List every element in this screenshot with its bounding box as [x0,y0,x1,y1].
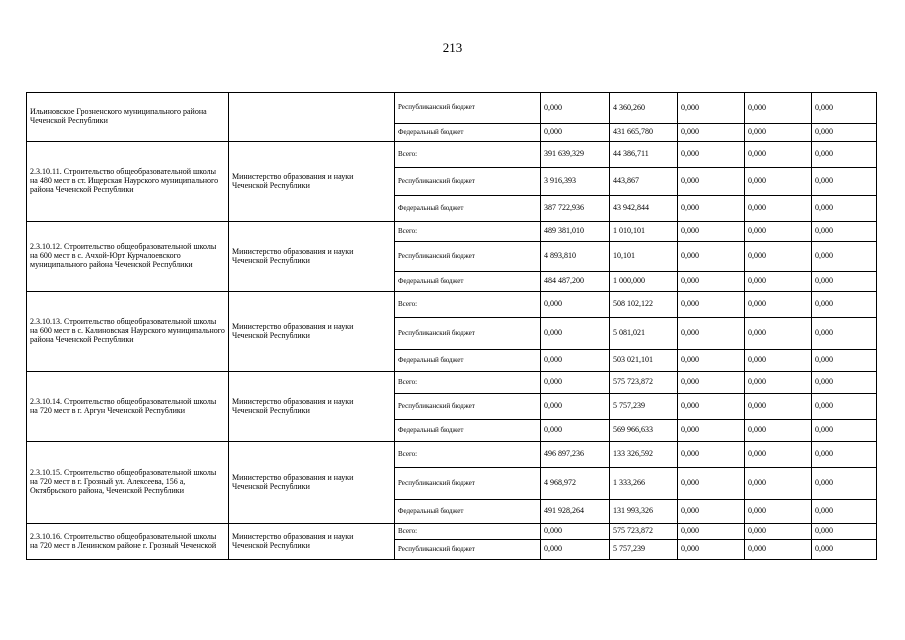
funding-source-cell: Республиканский бюджет [395,468,541,500]
funding-source-cell: Всего: [395,524,541,540]
funding-source-cell: Всего: [395,442,541,468]
amount-cell: 0,000 [678,242,745,272]
amount-cell: 0,000 [745,468,812,500]
amount-cell: 0,000 [678,468,745,500]
amount-cell: 491 928,264 [541,500,610,524]
amount-cell: 0,000 [745,124,812,142]
amount-cell: 5 757,239 [610,394,678,420]
amount-cell: 0,000 [812,524,877,540]
amount-cell: 575 723,872 [610,524,678,540]
amount-cell: 0,000 [745,540,812,560]
amount-cell: 0,000 [812,350,877,372]
amount-cell: 0,000 [745,372,812,394]
funding-source-cell: Федеральный бюджет [395,124,541,142]
page-number: 213 [442,40,463,55]
amount-cell: 0,000 [812,93,877,124]
amount-cell: 0,000 [678,500,745,524]
amount-cell: 0,000 [678,372,745,394]
funding-source-cell: Федеральный бюджет [395,272,541,292]
amount-cell: 10,101 [610,242,678,272]
amount-cell: 0,000 [541,350,610,372]
amount-cell: 0,000 [678,142,745,168]
amount-cell: 0,000 [541,124,610,142]
amount-cell: 5 081,021 [610,318,678,350]
amount-cell: 0,000 [745,442,812,468]
amount-cell: 431 665,780 [610,124,678,142]
amount-cell: 0,000 [541,540,610,560]
amount-cell: 4 360,260 [610,93,678,124]
responsible-org-cell: Министерство образования и науки Чеченской Республики [229,372,395,442]
responsible-org-cell: Министерство образования и науки Чеченской Республики [229,524,395,560]
project-name-cell: 2.3.10.16. Строительство общеобразовательной школы на 720 мест в Ленинском районе г. Грозный Чеченской [27,524,229,560]
amount-cell: 0,000 [812,124,877,142]
amount-cell: 0,000 [812,540,877,560]
amount-cell: 0,000 [678,394,745,420]
amount-cell: 0,000 [541,524,610,540]
funding-source-cell: Республиканский бюджет [395,540,541,560]
amount-cell: 387 722,936 [541,196,610,222]
amount-cell: 0,000 [745,350,812,372]
amount-cell: 0,000 [541,420,610,442]
funding-source-cell: Республиканский бюджет [395,93,541,124]
funding-source-cell: Республиканский бюджет [395,394,541,420]
amount-cell: 0,000 [678,420,745,442]
amount-cell: 484 487,200 [541,272,610,292]
amount-cell: 489 381,010 [541,222,610,242]
responsible-org-cell: Министерство образования и науки Чеченской Республики [229,442,395,524]
funding-source-cell: Всего: [395,292,541,318]
amount-cell: 131 993,326 [610,500,678,524]
funding-source-cell: Республиканский бюджет [395,318,541,350]
amount-cell: 0,000 [745,242,812,272]
amount-cell: 1 000,000 [610,272,678,292]
amount-cell: 0,000 [678,272,745,292]
amount-cell: 0,000 [812,272,877,292]
amount-cell: 0,000 [678,93,745,124]
amount-cell: 0,000 [678,442,745,468]
amount-cell: 0,000 [745,394,812,420]
responsible-org-cell: Министерство образования и науки Чеченской Республики [229,292,395,372]
amount-cell: 44 386,711 [610,142,678,168]
amount-cell: 0,000 [745,524,812,540]
amount-cell: 0,000 [745,196,812,222]
amount-cell: 5 757,239 [610,540,678,560]
amount-cell: 0,000 [678,168,745,196]
amount-cell: 0,000 [812,372,877,394]
funding-source-cell: Федеральный бюджет [395,500,541,524]
amount-cell: 0,000 [745,420,812,442]
amount-cell: 0,000 [678,540,745,560]
amount-cell: 0,000 [812,142,877,168]
project-name-cell: 2.3.10.14. Строительство общеобразовательной школы на 720 мест в г. Аргун Чеченской Республики [27,372,229,442]
amount-cell: 0,000 [678,350,745,372]
amount-cell: 0,000 [678,318,745,350]
amount-cell: 4 968,972 [541,468,610,500]
amount-cell: 503 021,101 [610,350,678,372]
amount-cell: 0,000 [812,420,877,442]
amount-cell: 0,000 [812,292,877,318]
table-row [27,524,877,540]
amount-cell: 0,000 [541,318,610,350]
amount-cell: 0,000 [812,442,877,468]
funding-source-cell: Республиканский бюджет [395,168,541,196]
amount-cell: 0,000 [541,93,610,124]
funding-source-cell: Федеральный бюджет [395,350,541,372]
amount-cell: 575 723,872 [610,372,678,394]
amount-cell: 508 102,122 [610,292,678,318]
funding-source-cell: Всего: [395,372,541,394]
table-row [27,93,877,124]
project-name-cell: Ильиновское Грозненского муниципального района Чеченской Республики [27,93,229,142]
budget-table [26,92,877,560]
table-row [27,222,877,242]
amount-cell: 443,867 [610,168,678,196]
amount-cell: 1 333,266 [610,468,678,500]
table-row [27,372,877,394]
amount-cell: 0,000 [745,222,812,242]
amount-cell: 0,000 [678,196,745,222]
amount-cell: 0,000 [812,222,877,242]
amount-cell: 569 966,633 [610,420,678,442]
table-row [27,142,877,168]
table-row [27,442,877,468]
amount-cell: 496 897,236 [541,442,610,468]
amount-cell: 0,000 [678,222,745,242]
amount-cell: 0,000 [812,468,877,500]
amount-cell: 0,000 [812,500,877,524]
funding-source-cell: Всего: [395,222,541,242]
funding-source-cell: Федеральный бюджет [395,420,541,442]
amount-cell: 1 010,101 [610,222,678,242]
amount-cell: 0,000 [745,168,812,196]
amount-cell: 0,000 [678,524,745,540]
amount-cell: 3 916,393 [541,168,610,196]
amount-cell: 0,000 [745,500,812,524]
amount-cell: 0,000 [812,242,877,272]
project-name-cell: 2.3.10.12. Строительство общеобразовательной школы на 600 мест в с. Ачхой-Юрт Курчалоевского муниципального района Чеченской Республики [27,222,229,292]
amount-cell: 0,000 [541,292,610,318]
amount-cell: 0,000 [678,124,745,142]
amount-cell: 0,000 [745,272,812,292]
amount-cell: 0,000 [541,394,610,420]
project-name-cell: 2.3.10.15. Строительство общеобразовательной школы на 720 мест в г. Грозный ул. Алексеева, 156 а, Октябрьского района, Чеченской Республики [27,442,229,524]
funding-source-cell: Всего: [395,142,541,168]
amount-cell: 43 942,844 [610,196,678,222]
amount-cell: 0,000 [745,318,812,350]
project-name-cell: 2.3.10.11. Строительство общеобразовательной школы на 480 мест в ст. Ищерская Наурского муниципального района Чеченской Республики [27,142,229,222]
amount-cell: 0,000 [745,292,812,318]
funding-source-cell: Федеральный бюджет [395,196,541,222]
project-name-cell: 2.3.10.13. Строительство общеобразовательной школы на 600 мест в с. Калиновская Наурского муниципального района Чеченской Республики [27,292,229,372]
amount-cell: 0,000 [812,196,877,222]
amount-cell: 133 326,592 [610,442,678,468]
table-row [27,292,877,318]
amount-cell: 0,000 [812,168,877,196]
responsible-org-cell: Министерство образования и науки Чеченской Республики [229,222,395,292]
amount-cell: 4 893,810 [541,242,610,272]
responsible-org-cell [229,93,395,142]
funding-source-cell: Республиканский бюджет [395,242,541,272]
amount-cell: 391 639,329 [541,142,610,168]
amount-cell: 0,000 [745,142,812,168]
amount-cell: 0,000 [745,93,812,124]
amount-cell: 0,000 [541,372,610,394]
amount-cell: 0,000 [678,292,745,318]
responsible-org-cell: Министерство образования и науки Чеченской Республики [229,142,395,222]
amount-cell: 0,000 [812,318,877,350]
amount-cell: 0,000 [812,394,877,420]
